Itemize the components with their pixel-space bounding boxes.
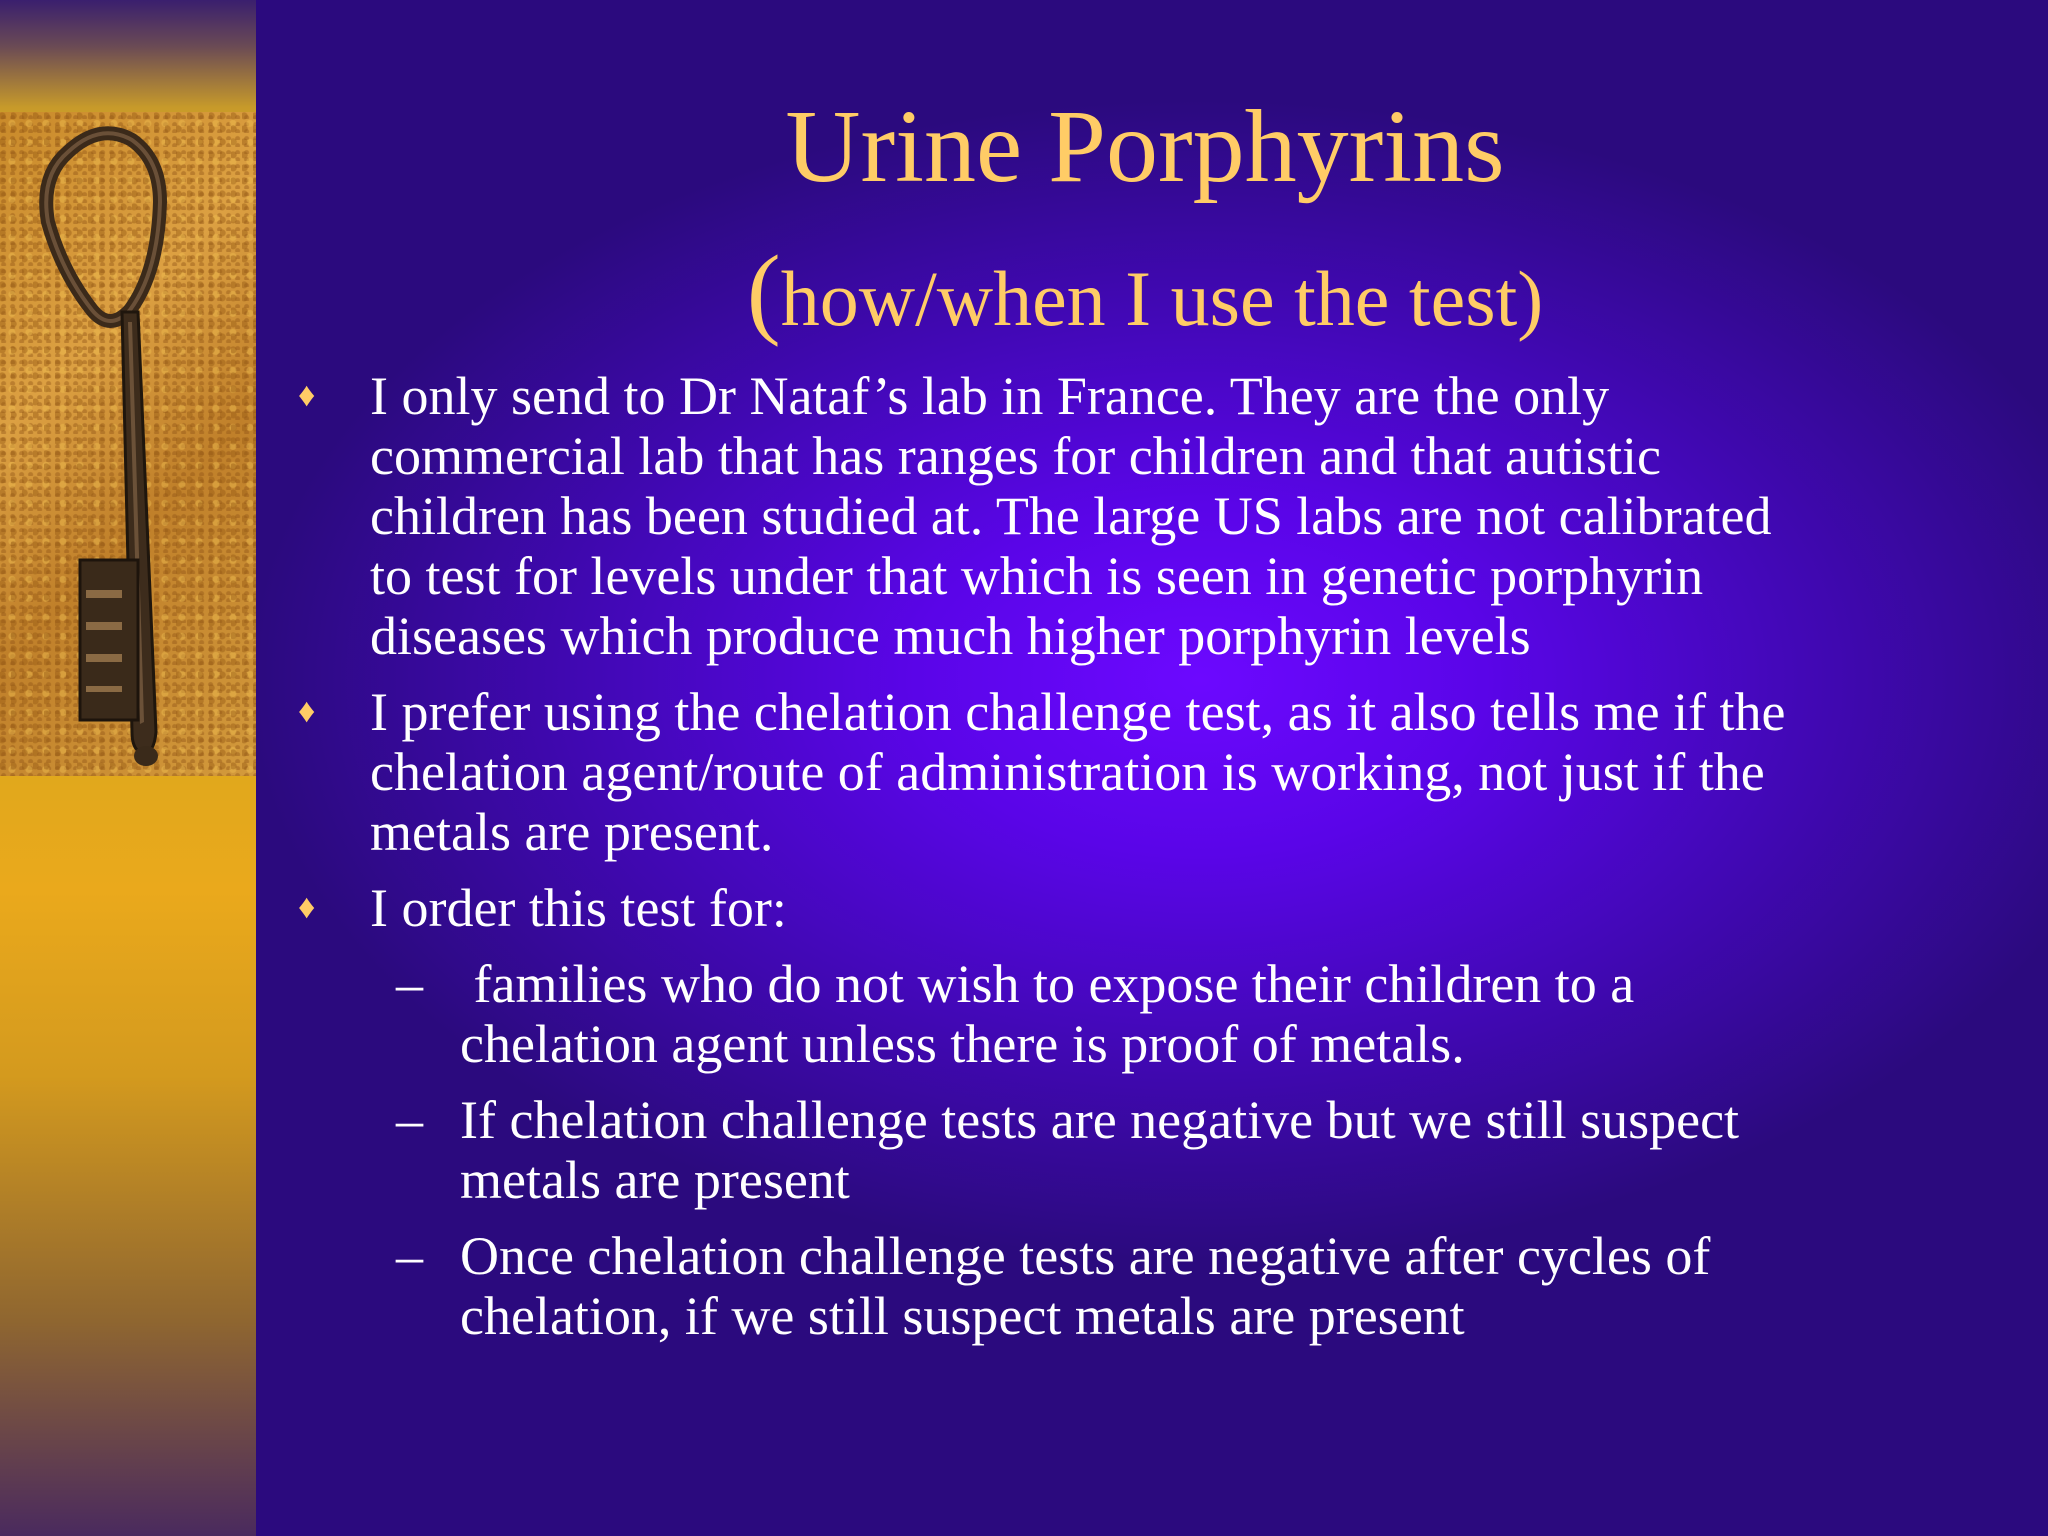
bullet-marker-diamond: ♦ bbox=[298, 889, 316, 926]
sub-bullet-marker-dash: – bbox=[396, 954, 423, 1014]
sub-bullet-1-line-2: chelation agent unless there is proof of metals. bbox=[460, 1014, 1465, 1074]
bullet-2-line-1: I prefer using the chelation challenge test, as it also tells me if the bbox=[370, 682, 1786, 742]
bullet-1-line-1: I only send to Dr Nataf’s lab in France. They are the only bbox=[370, 366, 1610, 426]
subtitle-open-paren: ( bbox=[746, 235, 781, 348]
sub-bullet-3-line-2: chelation, if we still suspect metals are present bbox=[460, 1286, 1465, 1346]
bullet-1-line-4: to test for levels under that which is seen in genetic porphyrin bbox=[370, 546, 1704, 606]
bullet-2-line-3: metals are present. bbox=[370, 802, 774, 862]
bullet-marker-diamond: ♦ bbox=[298, 693, 316, 730]
bullet-marker-diamond: ♦ bbox=[298, 377, 316, 414]
bullet-1-line-5: diseases which produce much higher porphyrin levels bbox=[370, 606, 1531, 666]
bullet-2-line-2: chelation agent/route of administration is working, not just if the bbox=[370, 742, 1765, 802]
sub-bullet-2-line-1: If chelation challenge tests are negative but we still suspect bbox=[460, 1090, 1740, 1150]
sub-bullet-1-line-1: families who do not wish to expose their children to a bbox=[460, 954, 1635, 1014]
bullet-3-line-1: I order this test for: bbox=[370, 878, 787, 938]
bullet-1-line-2: commercial lab that has ranges for children and that autistic bbox=[370, 426, 1662, 486]
sub-bullet-marker-dash: – bbox=[396, 1090, 423, 1150]
bullet-1-line-3: children has been studied at. The large US labs are not calibrated bbox=[370, 486, 1772, 546]
sub-bullet-marker-dash: – bbox=[396, 1226, 423, 1286]
sub-bullet-2-line-2: metals are present bbox=[460, 1150, 850, 1210]
sub-bullet-3-line-1: Once chelation challenge tests are negative after cycles of bbox=[460, 1226, 1711, 1286]
subtitle-text: how/when I use the test) bbox=[780, 255, 1544, 342]
slide-title: Urine Porphyrins bbox=[785, 89, 1505, 204]
